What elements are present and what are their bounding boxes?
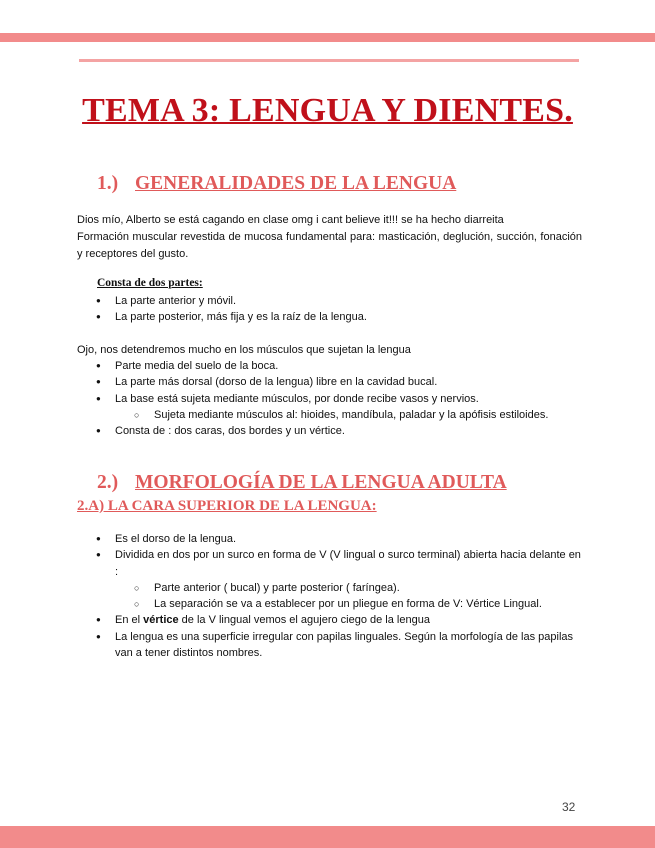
list-item: ○ Sujeta mediante músculos al: hioides, mandíbula, paladar y la apófisis estiloides. <box>0 407 594 423</box>
list-item: ● Dividida en dos por un surco en forma de V (V lingual o surco terminal) abierta hacia delante en : <box>0 547 585 580</box>
list-item: ● La base está sujeta mediante músculos, por donde recibe vasos y nervios. <box>0 391 585 407</box>
intro-line: Dios mío, Alberto se está cagando en clase omg i cant believe it!!! se ha hecho diarreita <box>77 214 504 226</box>
page-title: TEMA 3: LENGUA Y DIENTES. <box>82 92 573 129</box>
section-2-heading <box>97 472 507 494</box>
vertice-pre: En el <box>115 614 144 627</box>
muscles-note: Ojo, nos detendremos mucho en los músculos que sujetan la lengua <box>77 344 411 356</box>
list-item: ● Es el dorso de la lengua. <box>0 531 585 547</box>
bottom-decorative-band <box>0 826 655 848</box>
section-2-title: MORFOLOGÍA DE LA LENGUA ADULTA <box>135 472 507 493</box>
section-1-number: 1.) <box>97 173 119 194</box>
vertice-post: de la V lingual vemos el agujero ciego de la lengua <box>178 614 430 627</box>
list-item: ● La parte más dorsal (dorso de la lengua) libre en la cavidad bucal. <box>0 374 585 390</box>
section-2-number: 2.) <box>97 472 119 493</box>
subsection-2a-heading: 2.A) LA CARA SUPERIOR DE LA LENGUA: <box>77 498 377 514</box>
list-item: ○ Parte anterior ( bucal) y parte posterior ( faríngea). <box>0 580 594 596</box>
page-number: 32 <box>562 800 576 814</box>
top-divider <box>79 59 579 62</box>
top-decorative-band <box>0 33 655 42</box>
list-item: ● La lengua es una superficie irregular con papilas linguales. Según la morfología de las papilas van a tener distintos nombres. <box>0 629 585 662</box>
parts-list <box>0 293 585 326</box>
section-1-heading <box>97 173 456 195</box>
list-item: ○ La separación se va a establecer por un pliegue en forma de V: Vértice Lingual. <box>0 596 594 612</box>
vertice-bold: vértice <box>143 614 179 627</box>
list-item: ● Consta de : dos caras, dos bordes y un vértice. <box>0 423 585 439</box>
list-item: ● La parte anterior y móvil. <box>0 293 585 309</box>
list-item: ● Parte media del suelo de la boca. <box>0 358 585 374</box>
parts-heading: Consta de dos partes: <box>97 277 203 289</box>
muscles-list <box>0 358 594 439</box>
list-item-vertice <box>0 612 585 628</box>
list-item: ● La parte posterior, más fija y es la raíz de la lengua. <box>0 309 585 325</box>
cara-superior-list <box>0 531 594 661</box>
definition-paragraph: Formación muscular revestida de mucosa fundamental para: masticación, deglución, succión, fonación y receptores del gusto. <box>77 231 582 260</box>
section-1-title: GENERALIDADES DE LA LENGUA <box>135 173 457 194</box>
